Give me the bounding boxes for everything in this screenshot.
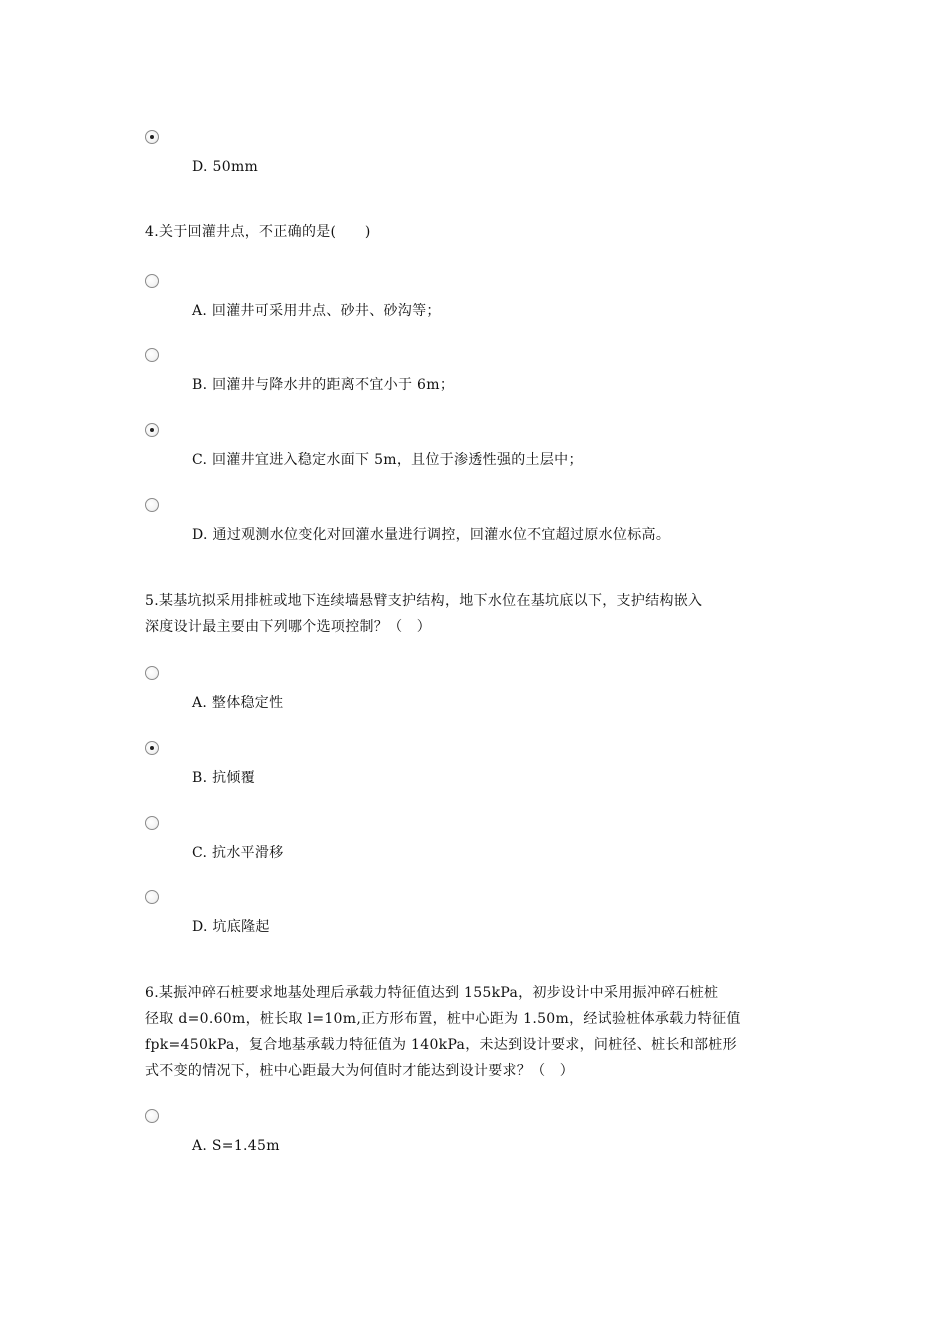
q4-option-b-label: B. 回灌井与降水井的距离不宜小于 6m；: [192, 377, 455, 393]
q4-option-b-radio[interactable]: [145, 348, 159, 362]
q6-option-a-radio[interactable]: [145, 1109, 159, 1123]
q6-stem-line: 6.某振冲碎石桩要求地基处理后承载力特征值达到 155kPa，初步设计中采用振冲碎石桩桩: [145, 985, 719, 1001]
q6-stem: [145, 980, 815, 1084]
q5-option-a-label: A. 整体稳定性: [192, 695, 284, 711]
q5-option-b-label: B. 抗倾覆: [192, 770, 255, 786]
q4-stem-line: 4.关于回灌井点，不正确的是( ): [145, 224, 371, 240]
q4-stem: [145, 219, 815, 245]
q4-option-c-radio[interactable]: [145, 423, 159, 437]
q4-option-a-label: A. 回灌井可采用井点、砂井、砂沟等；: [192, 303, 441, 319]
q6-stem-line: 式不变的情况下，桩中心距最大为何值时才能达到设计要求？（ ）: [145, 1063, 574, 1079]
q4-option-d-radio[interactable]: [145, 498, 159, 512]
q5-option-b-radio[interactable]: [145, 741, 159, 755]
q6-option-a-label: A. S=1.45m: [192, 1138, 280, 1154]
q5-stem-line: 5.某基坑拟采用排桩或地下连续墙悬臂支护结构，地下水位在基坑底以下，支护结构嵌入: [145, 593, 703, 609]
q6-stem-line: fpk=450kPa，复合地基承载力特征值为 140kPa，未达到设计要求，问桩径、桩长和部桩形: [145, 1037, 737, 1053]
q4-option-c-label: C. 回灌井宜进入稳定水面下 5m，且位于渗透性强的土层中；: [192, 452, 583, 468]
q3-option-d-label: D. 50mm: [192, 159, 259, 175]
q5-option-d-label: D. 坑底隆起: [192, 919, 270, 935]
q5-stem-line: 深度设计最主要由下列哪个选项控制？（ ）: [145, 619, 431, 635]
q4-option-a-radio[interactable]: [145, 274, 159, 288]
q5-option-c-radio[interactable]: [145, 816, 159, 830]
q5-option-d-radio[interactable]: [145, 890, 159, 904]
q5-stem: [145, 588, 815, 640]
q6-stem-line: 径取 d=0.60m，桩长取 l=10m,正方形布置，桩中心距为 1.50m，经试验桩体承载力特征值: [145, 1011, 741, 1027]
q4-option-d-label: D. 通过观测水位变化对回灌水量进行调控，回灌水位不宜超过原水位标高。: [192, 527, 671, 543]
q5-option-c-label: C. 抗水平滑移: [192, 845, 284, 861]
q5-option-a-radio[interactable]: [145, 666, 159, 680]
q3-option-d-radio[interactable]: [145, 130, 159, 144]
